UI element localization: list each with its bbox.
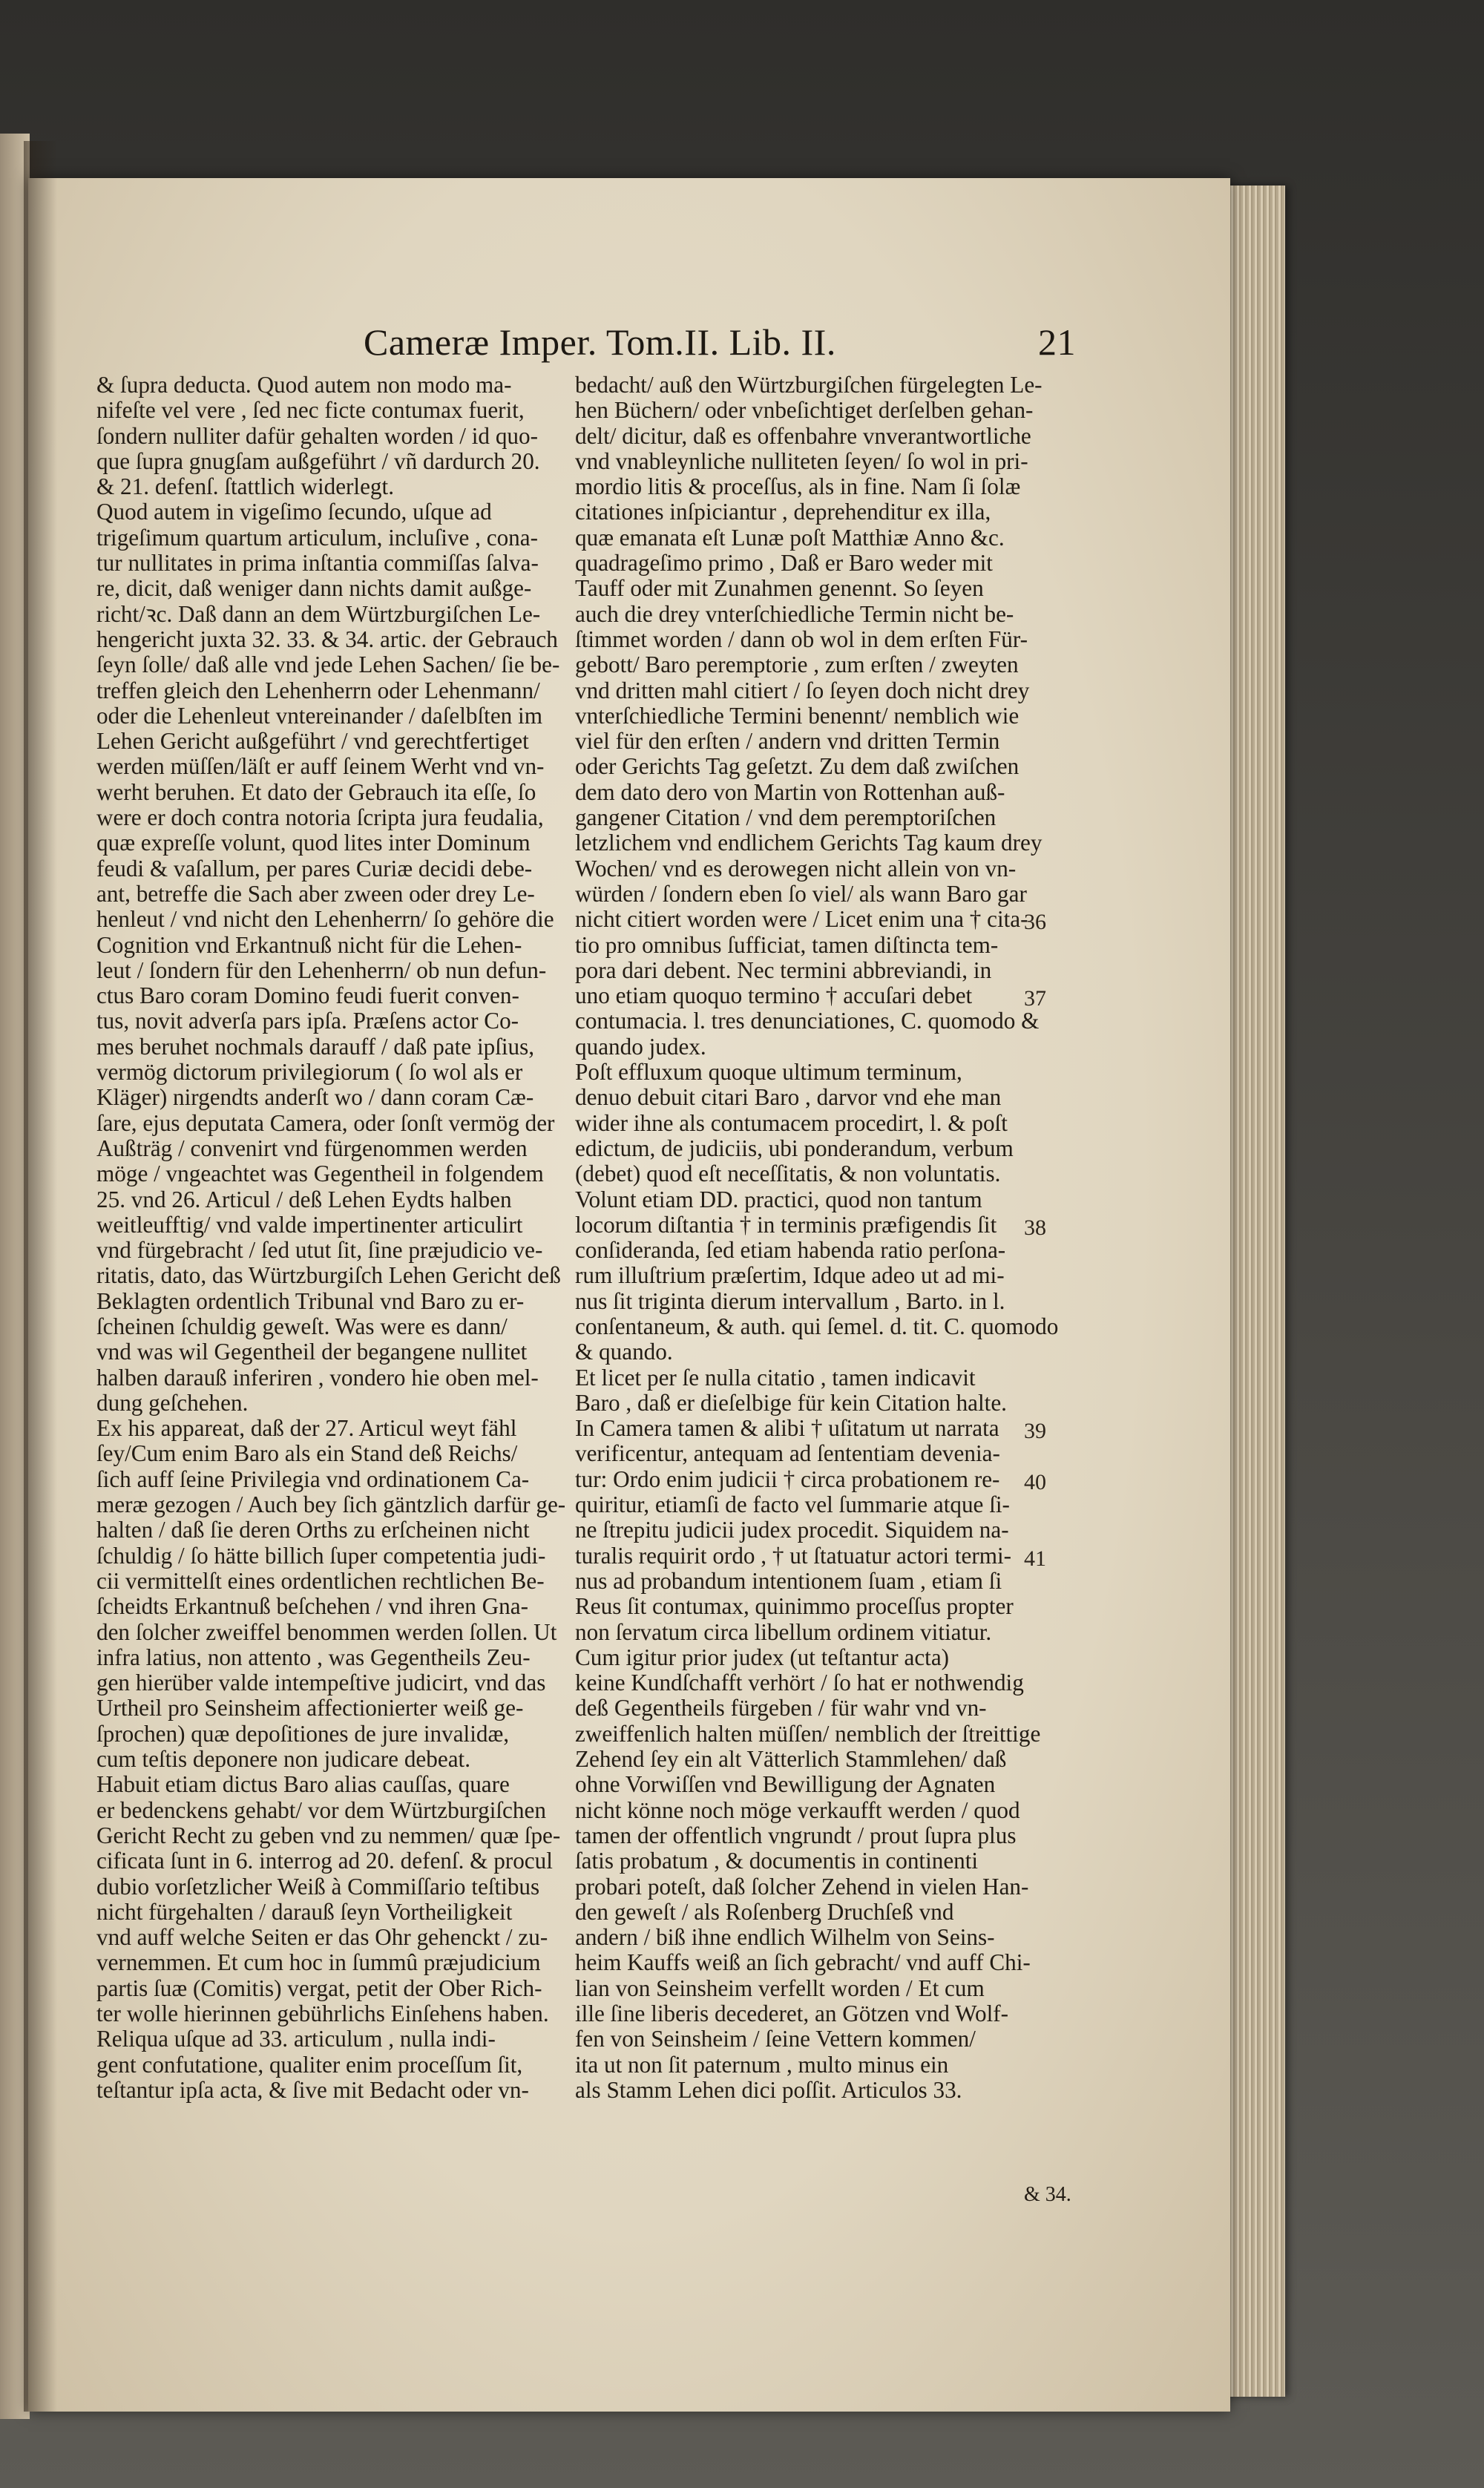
text-line: contumacia. l. tres denunciationes, C. quomodo & [575, 1008, 1040, 1034]
text-line: quando judex. [575, 1034, 706, 1060]
text-line: probari poteſt, daß ſolcher Zehend in vielen Han- [575, 1874, 1029, 1900]
margin-number: 40 [1024, 1469, 1046, 1494]
catchword: & 34. [1024, 2183, 1071, 2206]
text-line: denuo debuit citari Baro , darvor vnd ehe man [575, 1085, 1002, 1111]
text-line: auch die drey vnterſchiedliche Termin nicht be- [575, 601, 1014, 627]
text-line: würden / ſondern eben ſo viel/ als wann Baro gar [575, 881, 1027, 907]
text-line: dem dato dero von Martin von Rottenhan auß- [575, 779, 1005, 805]
text-line: turalis requirit ordo , † ut ſtatuatur actori termi- [575, 1543, 1012, 1569]
text-line: uno etiam quoquo termino † accuſari debet [575, 983, 973, 1009]
text-line: Urtheil pro Seinsheim affectionierter weiß ge- [96, 1696, 524, 1721]
text-line: Poſt effluxum quoque ultimum terminum, [575, 1060, 962, 1086]
text-line: ſich auff ſeine Privilegia vnd ordinationem Ca- [96, 1466, 530, 1492]
text-line: nus ſit triginta dierum intervallum , Barto. in l. [575, 1288, 1005, 1314]
text-line: lian von Seinsheim verfellt worden / Et cum [575, 1975, 985, 2001]
text-line: ne ſtrepitu judicii judex procedit. Siquidem na- [575, 1517, 1009, 1543]
text-line: hen Büchern/ oder vnbeſichtiget derſelben gehan- [575, 398, 1034, 424]
margin-number: 38 [1024, 1215, 1046, 1240]
text-line: quiritur, etiamſi de facto vel ſummarie atque ſi- [575, 1492, 1010, 1518]
text-line: edictum, de judiciis, ubi ponderandum, verbum [575, 1135, 1014, 1161]
text-line: bedacht/ auß den Würtzburgiſchen fürgelegten Le- [575, 372, 1043, 398]
text-line: den ſolcher zweiffel benommen werden ſollen. Ut [96, 1619, 557, 1645]
text-line: ter wolle hierinnen gebührlichs Einſehens haben. [96, 2001, 549, 2026]
text-line: were er doch contra notoria ſcripta jura feudalia, [96, 805, 544, 831]
text-line: ſare, ejus deputata Camera, oder ſonſt vermög der [96, 1110, 555, 1136]
text-line: Cum igitur prior judex (ut teſtantur acta) [575, 1644, 950, 1670]
text-line: tur nullitates in prima inſtantia commiſſas ſalva- [96, 551, 539, 577]
text-line: wider ihne als contumacem procedirt, l. & poſt [575, 1110, 1008, 1136]
text-line: weitleufftig/ vnd valde impertinenter articulirt [96, 1212, 523, 1238]
text-line: meræ gezogen / Auch bey ſich gäntzlich darfür ge- [96, 1492, 566, 1518]
text-line: viel für den erſten / andern vnd dritten Termin [575, 729, 1000, 755]
text-line: vnd dritten mahl citiert / ſo ſeyen doch nicht drey [575, 677, 1030, 703]
text-line: vnd fürgebracht / ſed utut ſit, ſine præjudicio ve- [96, 1238, 543, 1264]
text-line: Reus ſit contumax, quinimmo proceſſus propter [575, 1594, 1014, 1620]
text-line: Beklagten ordentlich Tribunal vnd Baro zu er- [96, 1288, 525, 1314]
text-line: ſcheinen ſchuldig geweſt. Was were es dann/ [96, 1313, 508, 1339]
text-line: ſcheidts Erkantnuß beſchehen / vnd ihren Gna- [96, 1594, 528, 1620]
text-line: gen hierüber valde intempeſtive judicirt, vnd das [96, 1670, 546, 1696]
text-line: 25. vnd 26. Articul / deß Lehen Eydts halben [96, 1186, 512, 1212]
running-head-title: Cameræ Imper. Tom.II. Lib. II. [364, 321, 836, 363]
text-line: Cognition vnd Erkantnuß nicht für die Lehen- [96, 932, 522, 958]
text-line: locorum diſtantia † in terminis præfigendis ſit [575, 1212, 997, 1238]
text-line: trigeſimum quartum articulum, incluſive , cona- [96, 525, 538, 551]
text-line: tamen der offentlich vngrundt / prout ſupra plus [575, 1822, 1017, 1848]
text-line: mordio litis & proceſſus, als in fine. Nam ſi ſolæ [575, 474, 1021, 500]
text-line: richt/ꝛc. Daß dann an dem Würtzburgiſchen Le- [96, 601, 541, 627]
text-line: tio pro omnibus ſufficiat, tamen diſtincta tem- [575, 932, 999, 958]
margin-number: 37 [1024, 986, 1046, 1011]
text-line: halben darauß inferiren , vondero hie oben mel- [96, 1365, 539, 1391]
text-line: vernemmen. Et cum hoc in ſummû præjudicium [96, 1950, 541, 1976]
text-line: & quando. [575, 1339, 673, 1365]
text-line: oder Gerichts Tag geſetzt. Zu dem daß zwiſchen [575, 754, 1020, 780]
text-line: feudi & vaſallum, per pares Curiæ decidi debe- [96, 856, 533, 882]
text-line: delt/ dicitur, daß es offenbahre vnverantwortliche [575, 423, 1031, 449]
text-line: & 21. defenſ. ſtattlich widerlegt. [96, 474, 394, 500]
text-line: ſprochen) quæ depoſitiones de jure invalidæ, [96, 1721, 510, 1747]
text-line: conſideranda, ſed etiam habenda ratio perſona- [575, 1238, 1006, 1264]
text-line: re, dicit, daß weniger dann nichts damit außge- [96, 576, 532, 602]
text-line: non ſervatum circa libellum ordinem vitiatur. [575, 1619, 992, 1645]
text-line: vermög dictorum privilegiorum ( ſo wol als er [96, 1060, 523, 1086]
text-line: quadrageſimo primo , Daß er Baro weder mit [575, 551, 993, 577]
text-line: halten / daß ſie deren Orths zu erſcheinen nicht [96, 1517, 530, 1543]
text-line: vnd was wil Gegentheil der begangene nullitet [96, 1339, 528, 1365]
text-line: teſtantur ipſa acta, & ſive mit Bedacht oder vn- [96, 2077, 529, 2103]
text-line: Habuit etiam dictus Baro alias cauſſas, quare [96, 1772, 510, 1798]
text-line: keine Kundſchafft verhört / ſo hat er nothwendig [575, 1670, 1024, 1696]
text-line: dubio vorſetzlicher Weiß à Commiſſario teſtibus [96, 1874, 540, 1900]
text-line: dung geſchehen. [96, 1390, 249, 1416]
text-line: vnterſchiedliche Termini benennt/ nemblich wie [575, 703, 1020, 729]
running-head [364, 321, 1076, 372]
text-line: ſondern nulliter dafür gehalten worden / id quo- [96, 423, 538, 449]
text-line: cum teſtis deponere non judicare debeat. [96, 1747, 470, 1773]
text-line: Ex his appareat, daß der 27. Articul weyt fähl [96, 1416, 517, 1442]
text-line: ſatis probatum , & documentis in continenti [575, 1848, 979, 1874]
text-line: nicht fürgehalten / darauß ſeyn Vortheiligkeit [96, 1899, 513, 1925]
text-line: Quod autem in vigeſimo ſecundo, uſque ad [96, 499, 492, 525]
text-line: Wochen/ vnd es derowegen nicht allein von vn- [575, 856, 1017, 882]
text-line: oder die Lehenleut vntereinander / daſelbſten im [96, 703, 542, 729]
text-line: que ſupra gnugſam außgeführt / vñ dardurch 20. [96, 448, 540, 474]
text-line: gent confutatione, qualiter enim proceſſum ſit, [96, 2052, 523, 2078]
margin-number: 36 [1024, 910, 1046, 935]
text-line: leut / ſondern für den Lehenherrn/ ob nun defun- [96, 957, 547, 983]
margin-number: 41 [1024, 1546, 1046, 1571]
text-line: tus, novit adverſa pars ipſa. Præſens actor Co- [96, 1008, 519, 1034]
text-line: hengericht juxta 32. 33. & 34. artic. der Gebrauch [96, 626, 558, 652]
text-line: ohne Vorwiſſen vnd Bewilligung der Agnaten [575, 1772, 996, 1798]
text-line: cii vermittelſt eines ordentlichen rechtlichen Be- [96, 1568, 545, 1594]
text-line: ſtimmet worden / dann ob wol in dem erſten Für- [575, 626, 1028, 652]
text-line: den geweſt / als Roſenberg Druchſeß vnd [575, 1899, 954, 1925]
text-line: (debet) quod eſt neceſſitatis, & non voluntatis. [575, 1161, 1001, 1187]
text-line: conſentaneum, & auth. qui ſemel. d. tit. C. quomodo [575, 1313, 1059, 1339]
text-line: Außträg / convenirt vnd fürgenommen werden [96, 1135, 528, 1161]
text-line: infra latius, non attento , was Gegentheils Zeu- [96, 1644, 531, 1670]
gutter-shadow [24, 141, 57, 2412]
text-line: werht beruhen. Et dato der Gebrauch ita eſſe, ſo [96, 779, 536, 805]
text-line: ita ut non ſit paternum , multo minus ein [575, 2052, 949, 2078]
text-line: zweiffenlich halten müſſen/ nemblich der ſtreittige [575, 1721, 1041, 1747]
margin-number: 39 [1024, 1419, 1046, 1444]
text-line: pora dari debent. Nec termini abbreviandi, in [575, 957, 992, 983]
text-line: ſeyn ſolle/ daß alle vnd jede Lehen Sachen/ ſie be- [96, 652, 560, 678]
text-line: ſey/Cum enim Baro als ein Stand deß Reichs/ [96, 1441, 518, 1467]
text-line: ille ſine liberis decederet, an Götzen vnd Wolf- [575, 2001, 1009, 2026]
text-line: fen von Seinsheim / ſeine Vettern kommen/ [575, 2026, 976, 2052]
text-line: ctus Baro coram Domino feudi fuerit conven- [96, 983, 519, 1009]
text-line: letzlichem vnd endlichem Gerichts Tag kaum drey [575, 830, 1043, 856]
text-line: heim Kauffs weiß an ſich gebracht/ vnd auff Chi- [575, 1950, 1031, 1976]
text-line: andern / biß ihne endlich Wilhelm von Seins- [575, 1925, 995, 1951]
text-line: mes beruhet nochmals darauff / daß pate ipſius, [96, 1034, 535, 1060]
text-line: & ſupra deducta. Quod autem non modo ma- [96, 372, 512, 398]
text-line: ſchuldig / ſo hätte billich ſuper competentia judi- [96, 1543, 546, 1569]
text-line: als Stamm Lehen dici poſſit. Articulos 33. [575, 2077, 962, 2103]
margin-note-numbers [1024, 372, 1068, 2176]
text-line: quæ emanata eſt Lunæ poſt Matthiæ Anno &c. [575, 525, 1005, 551]
text-line: partis ſuæ (Comitis) vergat, petit der Ober Rich- [96, 1975, 542, 2001]
text-line: nicht könne noch möge verkaufft werden / quod [575, 1797, 1020, 1823]
text-line: vnd vnableynliche nulliteten ſeyen/ ſo wol in pri- [575, 448, 1028, 474]
text-line: In Camera tamen & alibi † uſitatum ut narrata [575, 1416, 999, 1442]
text-line: nus ad probandum intentionem ſuam , etiam ſi [575, 1568, 1002, 1594]
text-line: Kläger) nirgendts anderſt wo / dann coram Cæ- [96, 1085, 534, 1111]
text-line: tur: Ordo enim judicii † circa probationem re- [575, 1466, 1000, 1492]
text-line: gebott/ Baro peremptorie , zum erſten / zweyten [575, 652, 1019, 678]
text-line: cificata ſunt in 6. interrog ad 20. defenſ. & procul [96, 1848, 553, 1874]
text-line: er bedenckens gehabt/ vor dem Würtzburgiſchen [96, 1797, 546, 1823]
text-line: Volunt etiam DD. practici, quod non tantum [575, 1186, 982, 1212]
text-line: Lehen Gericht außgeführt / vnd gerechtfertiget [96, 729, 529, 755]
text-line: citationes inſpiciantur , deprehenditur ex illa, [575, 499, 991, 525]
text-line: möge / vngeachtet was Gegentheil in folgendem [96, 1161, 544, 1187]
text-line: Baro , daß er dieſelbige für kein Citation halte. [575, 1390, 1007, 1416]
text-line: werden müſſen/läſt er auff ſeinem Werht vnd vn- [96, 754, 545, 780]
text-line: deß Gegentheils fürgeben / für wahr vnd vn- [575, 1696, 987, 1721]
folio-number: 21 [1038, 321, 1076, 363]
text-line: treffen gleich den Lehenherrn oder Lehenmann/ [96, 677, 540, 703]
text-line: quæ expreſſe volunt, quod lites inter Dominum [96, 830, 531, 856]
text-line: rum illuſtrium præſertim, Idque adeo ut ad mi- [575, 1263, 1005, 1289]
text-line: Gericht Recht zu geben vnd zu nemmen/ quæ ſpe- [96, 1822, 561, 1848]
text-line: gangener Citation / vnd dem peremptoriſchen [575, 805, 997, 831]
text-line: verificentur, antequam ad ſententiam devenia- [575, 1441, 1000, 1467]
text-line: Et licet per ſe nulla citatio , tamen indicavit [575, 1365, 976, 1391]
text-line: vnd auff welche Seiten er das Ohr gehenckt / zu- [96, 1925, 548, 1951]
text-line: Tauff oder mit Zunahmen genennt. So ſeyen [575, 576, 984, 602]
text-line: nifeſte vel vere , ſed nec ficte contumax fuerit, [96, 398, 525, 424]
text-line: ritatis, dato, das Würtzburgiſch Lehen Gericht deß [96, 1263, 561, 1289]
text-line: henleut / vnd nicht den Lehenherrn/ ſo gehöre die [96, 907, 554, 933]
text-line: Zehend ſey ein alt Vätterlich Stammlehen/ daß [575, 1747, 1007, 1773]
text-line: Reliqua uſque ad 33. articulum , nulla indi- [96, 2026, 496, 2052]
text-line: ant, betreffe die Sach aber zween oder drey Le- [96, 881, 535, 907]
text-line: nicht citiert worden were / Licet enim una † cita- [575, 907, 1028, 933]
